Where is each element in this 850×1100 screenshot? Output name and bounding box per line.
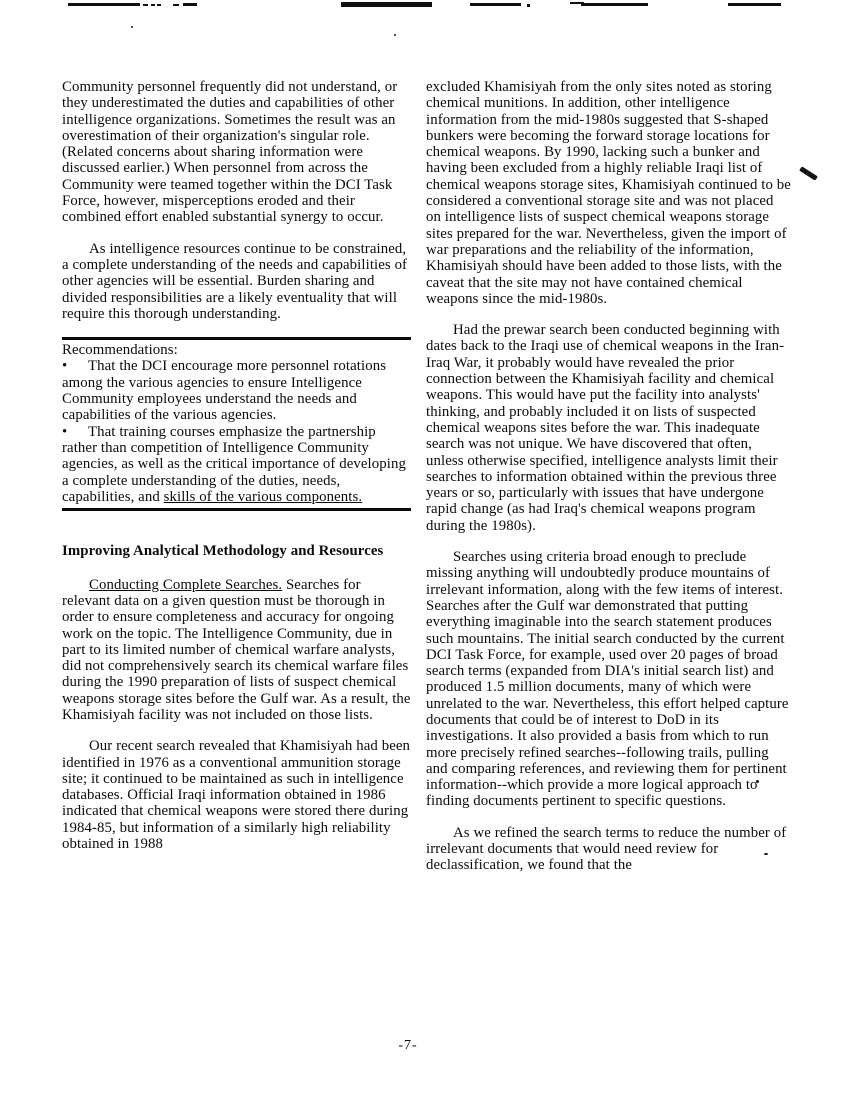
section-heading: Improving Analytical Methodology and Resources: [62, 543, 384, 560]
bullet-icon: •: [62, 423, 68, 440]
scan-speck: [394, 34, 396, 36]
paragraph-body: Searches for relevant data on a given question must be thorough in order to ensure completeness and accuracy for ongoing work on the topic. The Intelligence Community, due in part to its limited number of chemical warfare analysts, did not comprehensively search its chemical warfare files during the 1990 preparation of lists of suspect chemical weapons storage sites before the Gulf war. As a result, the Khamisiyah facility was not included on those lists.: [62, 576, 411, 723]
scan-artifact-dash: [183, 3, 197, 6]
paragraph-lead-in: Conducting Complete Searches.: [89, 576, 283, 593]
recommendation-text: That the DCI encourage more personnel rotations among the various agencies to ensure Intelligence Community employees understand the needs and capabilities of the various agencies.: [62, 358, 387, 424]
scan-artifact-dash: [157, 4, 161, 6]
paragraph-intelligence-resources: As intelligence resources continue to be constrained, a complete understanding of the needs and capabilities of other agencies will be essential. Burden sharing and divided responsibilities are a likely eventuality that will require this thorough understanding.: [62, 240, 408, 322]
bullet-icon: •: [62, 358, 68, 375]
scan-artifact-dot: [527, 4, 530, 7]
paragraph-broad-criteria: Searches using criteria broad enough to preclude missing anything will undoubtedly produce mountains of irrelevant information, along with the few items of interest. Searches after the Gulf war demonstrated that putting everything imaginable into the search statement produces such mountains. The initial search conducted by the current DCI Task Force, for example, used over 20 pages of broad search terms (expanded from DIA's initial search list) and produced 1.5 million documents, many of which were unrelated to the war. Nevertheless, this effort helped capture documents that could be of interest to DoD in its investigations. It also provided a basis from which to run more precisely refined searches--following trails, pulling and comparing references, and reviewing them for pertinent information--which provide a more logical approach to finding documents pertinent to specific questions.: [426, 549, 789, 810]
paragraph-recent-search: Our recent search revealed that Khamisiyah had been identified in 1976 as a conventional ammunition storage site; it continued to be maintained as such in intelligence databases. Official Iraqi information obtained in 1986 indicated that chemical weapons were stored there during 1984-85, but information of a similarly high reliability obtained in 1988: [62, 738, 411, 853]
scan-artifact-bar: [581, 3, 648, 6]
paragraph-refined-terms: As we refined the search terms to reduce the number of irrelevant documents that would need review for declassification, we found that the: [426, 824, 787, 874]
recommendation-item: [62, 358, 411, 423]
recommendations-title: Recommendations:: [62, 342, 178, 359]
scan-speck: [131, 26, 133, 28]
scan-artifact-bar: [470, 3, 521, 6]
paragraph-community-personnel: Community personnel frequently did not understand, or they underestimated the duties and capabilities of other intelligence organizations. Sometimes the result was an overestimation of their organization's singular role. (Related concerns about sharing information were discussed earlier.) When personnel from across the Community were teamed together within the DCI Task Force, however, misperceptions eroded and their combined effort enabled substantial synergy to occur.: [62, 79, 398, 226]
scan-artifact-bar: [341, 2, 432, 7]
paragraph-excluded-khamisiyah: excluded Khamisiyah from the only sites noted as storing chemical munitions. In addition, other intelligence information from the mid-1980s suggested that S-shaped bunkers were becoming the forward storage locations for chemical weapons. By 1990, lacking such a bunker and having been excluded from a highly reliable Iraqi list of chemical weapons storage sites, Khamisiyah continued to be considered a conventional storage site and was not placed on intelligence lists of suspect chemical weapons storage sites prepared for the war. Nevertheless, given the import of war preparations and the reliability of the information, Khamisiyah should have been added to those lists, with the caveat that the site may not have contained chemical weapons since the mid-1980s.: [426, 79, 791, 307]
recommendation-text: That training courses emphasize the partnership rather than competition of Intelligence Community agencies, as well as the critical importance of developing a complete understanding of the duties, needs, capabilities, and: [62, 423, 406, 505]
recommendation-item: [62, 424, 411, 505]
paragraph-conducting-searches: [62, 577, 411, 724]
pen-mark: [799, 166, 818, 181]
scan-artifact-bar: [728, 3, 781, 6]
scan-artifact-bar: [68, 3, 140, 6]
scan-artifact-dash: [143, 4, 148, 6]
recommendations-box: [62, 337, 411, 511]
page-number: -7-: [398, 1038, 418, 1053]
left-column: [62, 79, 411, 867]
scan-artifact-dash: [151, 4, 155, 6]
scan-artifact-dash: [173, 4, 179, 6]
recommendation-text-underlined: skills of the various components.: [163, 488, 363, 505]
right-column: [426, 79, 792, 889]
paragraph-prewar-search: Had the prewar search been conducted beginning with dates back to the Iraqi use of chemical weapons in the Iran-Iraq War, it probably would have revealed the prior connection between the Khamisiyah facility and chemical weapons. This would have put the facility into analysts' thinking, and probably included it on lists of suspected chemical weapons sites before the war. This inadequate search was not unique. We have discovered that often, unless otherwise specified, intelligence analysts limit their searches to information obtained within the previous three years or so, particularly with issues that have undergone rapid change (as had Iraq's chemical weapons program during the 1980s).: [426, 322, 785, 534]
